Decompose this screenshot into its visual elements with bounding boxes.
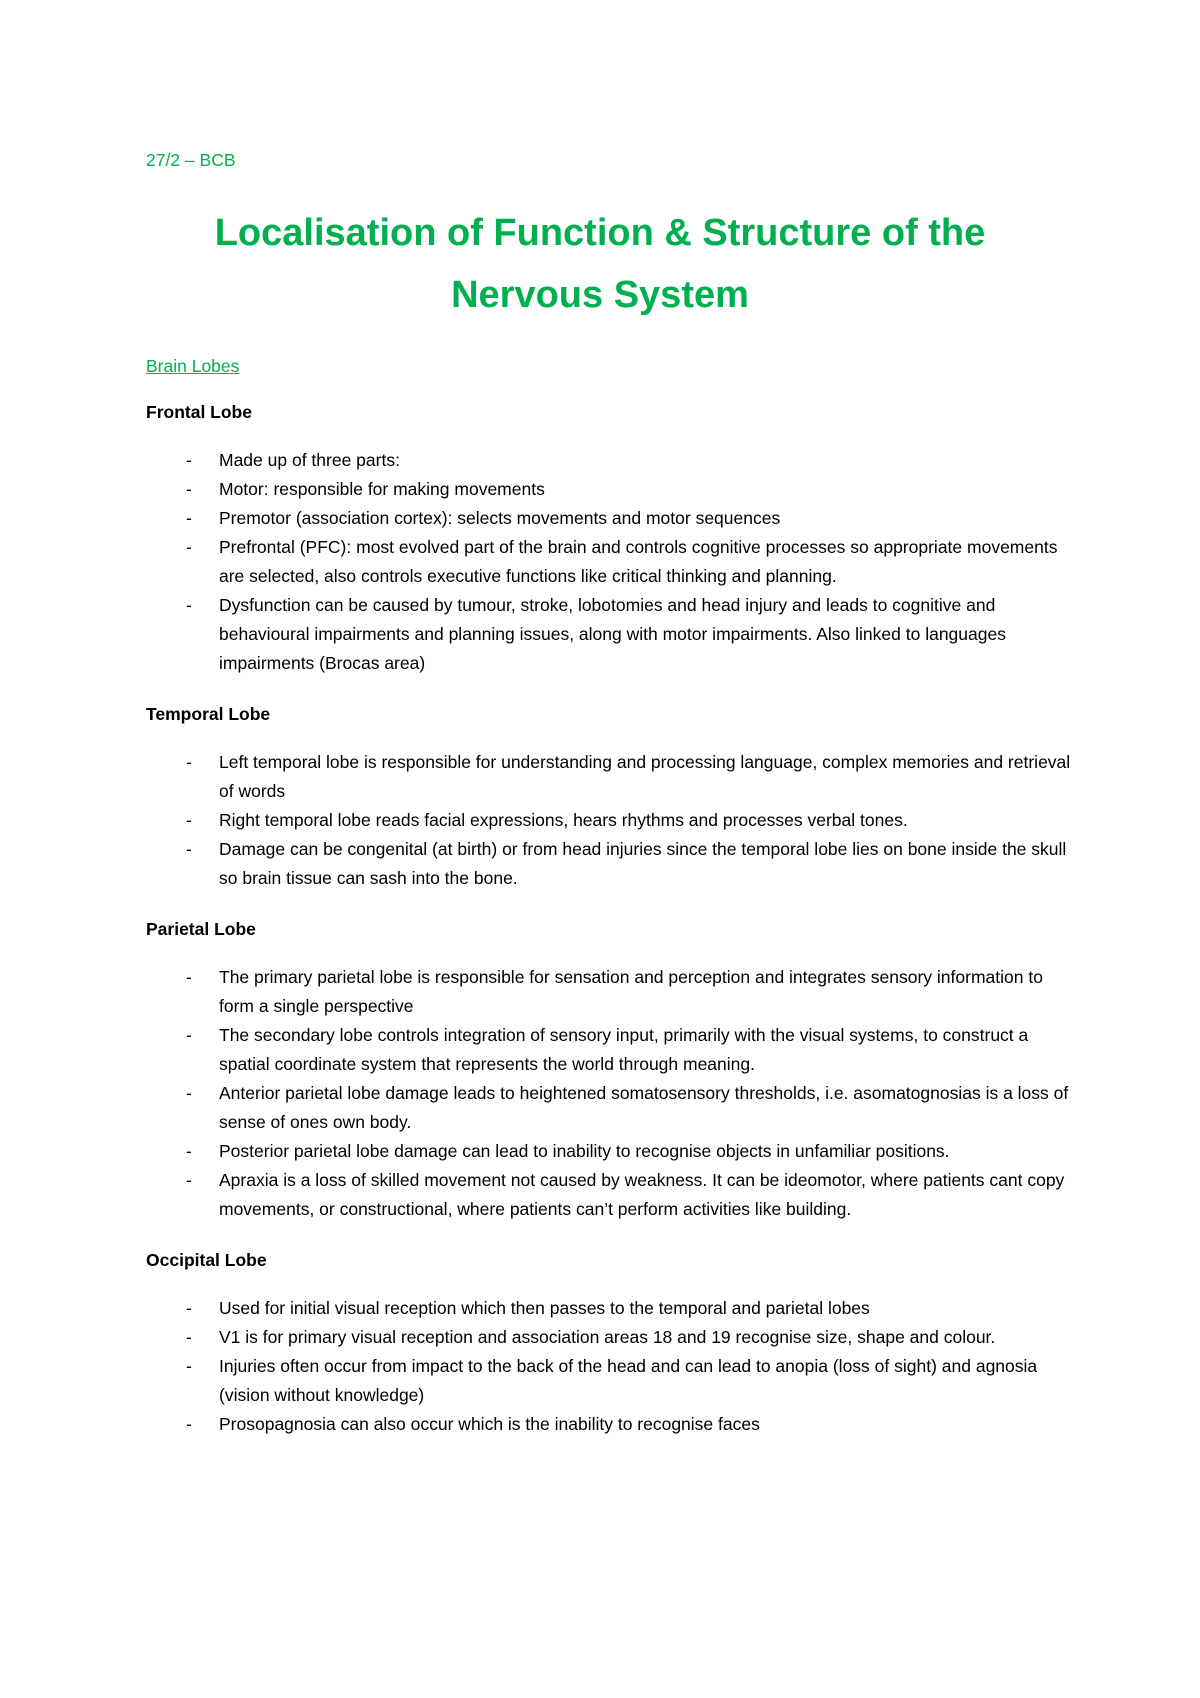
list-item: - Premotor (association cortex): selects movements and motor sequences (146, 504, 1080, 533)
list-temporal-lobe (146, 748, 1080, 893)
bullet-dash: - (186, 595, 192, 615)
section-heading-brain-lobes: Brain Lobes (146, 356, 240, 376)
bullet-dash: - (186, 810, 192, 830)
heading-temporal-lobe: Temporal Lobe (146, 704, 271, 724)
list-item: - Made up of three parts: (146, 446, 1080, 475)
bullet-dash: - (186, 967, 192, 987)
bullet-dash: - (186, 1327, 192, 1347)
heading-parietal-lobe: Parietal Lobe (146, 919, 256, 939)
list-item: - V1 is for primary visual reception and association areas 18 and 19 recognise size, shape and colour. (146, 1323, 1080, 1352)
bullet-dash: - (186, 1083, 192, 1103)
list-occipital-lobe (146, 1294, 1080, 1439)
list-item: - Injuries often occur from impact to the back of the head and can lead to anopia (loss of sight) and agnosia (vision without knowledge) (146, 1352, 1080, 1410)
date-line: 27/2 – BCB (146, 150, 236, 170)
list-item: - Posterior parietal lobe damage can lead to inability to recognise objects in unfamiliar positions. (146, 1137, 1080, 1166)
list-frontal-lobe (146, 446, 1080, 678)
list-item: - Apraxia is a loss of skilled movement not caused by weakness. It can be ideomotor, where patients cant copy movements, or constructional, where patients can’t perform activities like building. (146, 1166, 1080, 1224)
bullet-dash: - (186, 839, 192, 859)
list-item: - Right temporal lobe reads facial expressions, hears rhythms and processes verbal tones. (146, 806, 1080, 835)
list-item: - Damage can be congenital (at birth) or from head injuries since the temporal lobe lies on bone inside the skull so brain tissue can sash into the bone. (146, 835, 1080, 893)
heading-occipital-lobe: Occipital Lobe (146, 1250, 267, 1270)
bullet-dash: - (186, 450, 192, 470)
list-item: - Used for initial visual reception which then passes to the temporal and parietal lobes (146, 1294, 1080, 1323)
bullet-dash: - (186, 1356, 192, 1376)
bullet-dash: - (186, 752, 192, 772)
list-item: - Prosopagnosia can also occur which is the inability to recognise faces (146, 1410, 1080, 1439)
list-item: - Motor: responsible for making movements (146, 475, 1080, 504)
bullet-dash: - (186, 508, 192, 528)
bullet-dash: - (186, 1414, 192, 1434)
bullet-dash: - (186, 1298, 192, 1318)
bullet-dash: - (186, 1170, 192, 1190)
bullet-dash: - (186, 1025, 192, 1045)
list-item: - Prefrontal (PFC): most evolved part of the brain and controls cognitive processes so appropriate movements are selected, also controls executive functions like critical thinking and planning. (146, 533, 1080, 591)
list-item: - The secondary lobe controls integration of sensory input, primarily with the visual systems, to construct a spatial coordinate system that represents the world through meaning. (146, 1021, 1080, 1079)
list-item: - Anterior parietal lobe damage leads to heightened somatosensory thresholds, i.e. asomatognosias is a loss of sense of ones own body. (146, 1079, 1080, 1137)
list-item: - Left temporal lobe is responsible for understanding and processing language, complex memories and retrieval of words (146, 748, 1080, 806)
title-line-1: Localisation of Function & Structure of the (214, 212, 986, 254)
document-title (146, 202, 1080, 326)
title-line-2: Nervous System (451, 274, 749, 316)
bullet-dash: - (186, 479, 192, 499)
list-item: - The primary parietal lobe is responsible for sensation and perception and integrates sensory information to form a single perspective (146, 963, 1080, 1021)
list-parietal-lobe (146, 963, 1080, 1224)
list-item: - Dysfunction can be caused by tumour, stroke, lobotomies and head injury and leads to cognitive and behavioural impairments and planning issues, along with motor impairments. Also linked to languages impairments (Brocas area) (146, 591, 1080, 678)
heading-frontal-lobe: Frontal Lobe (146, 402, 252, 422)
bullet-dash: - (186, 537, 192, 557)
bullet-dash: - (186, 1141, 192, 1161)
